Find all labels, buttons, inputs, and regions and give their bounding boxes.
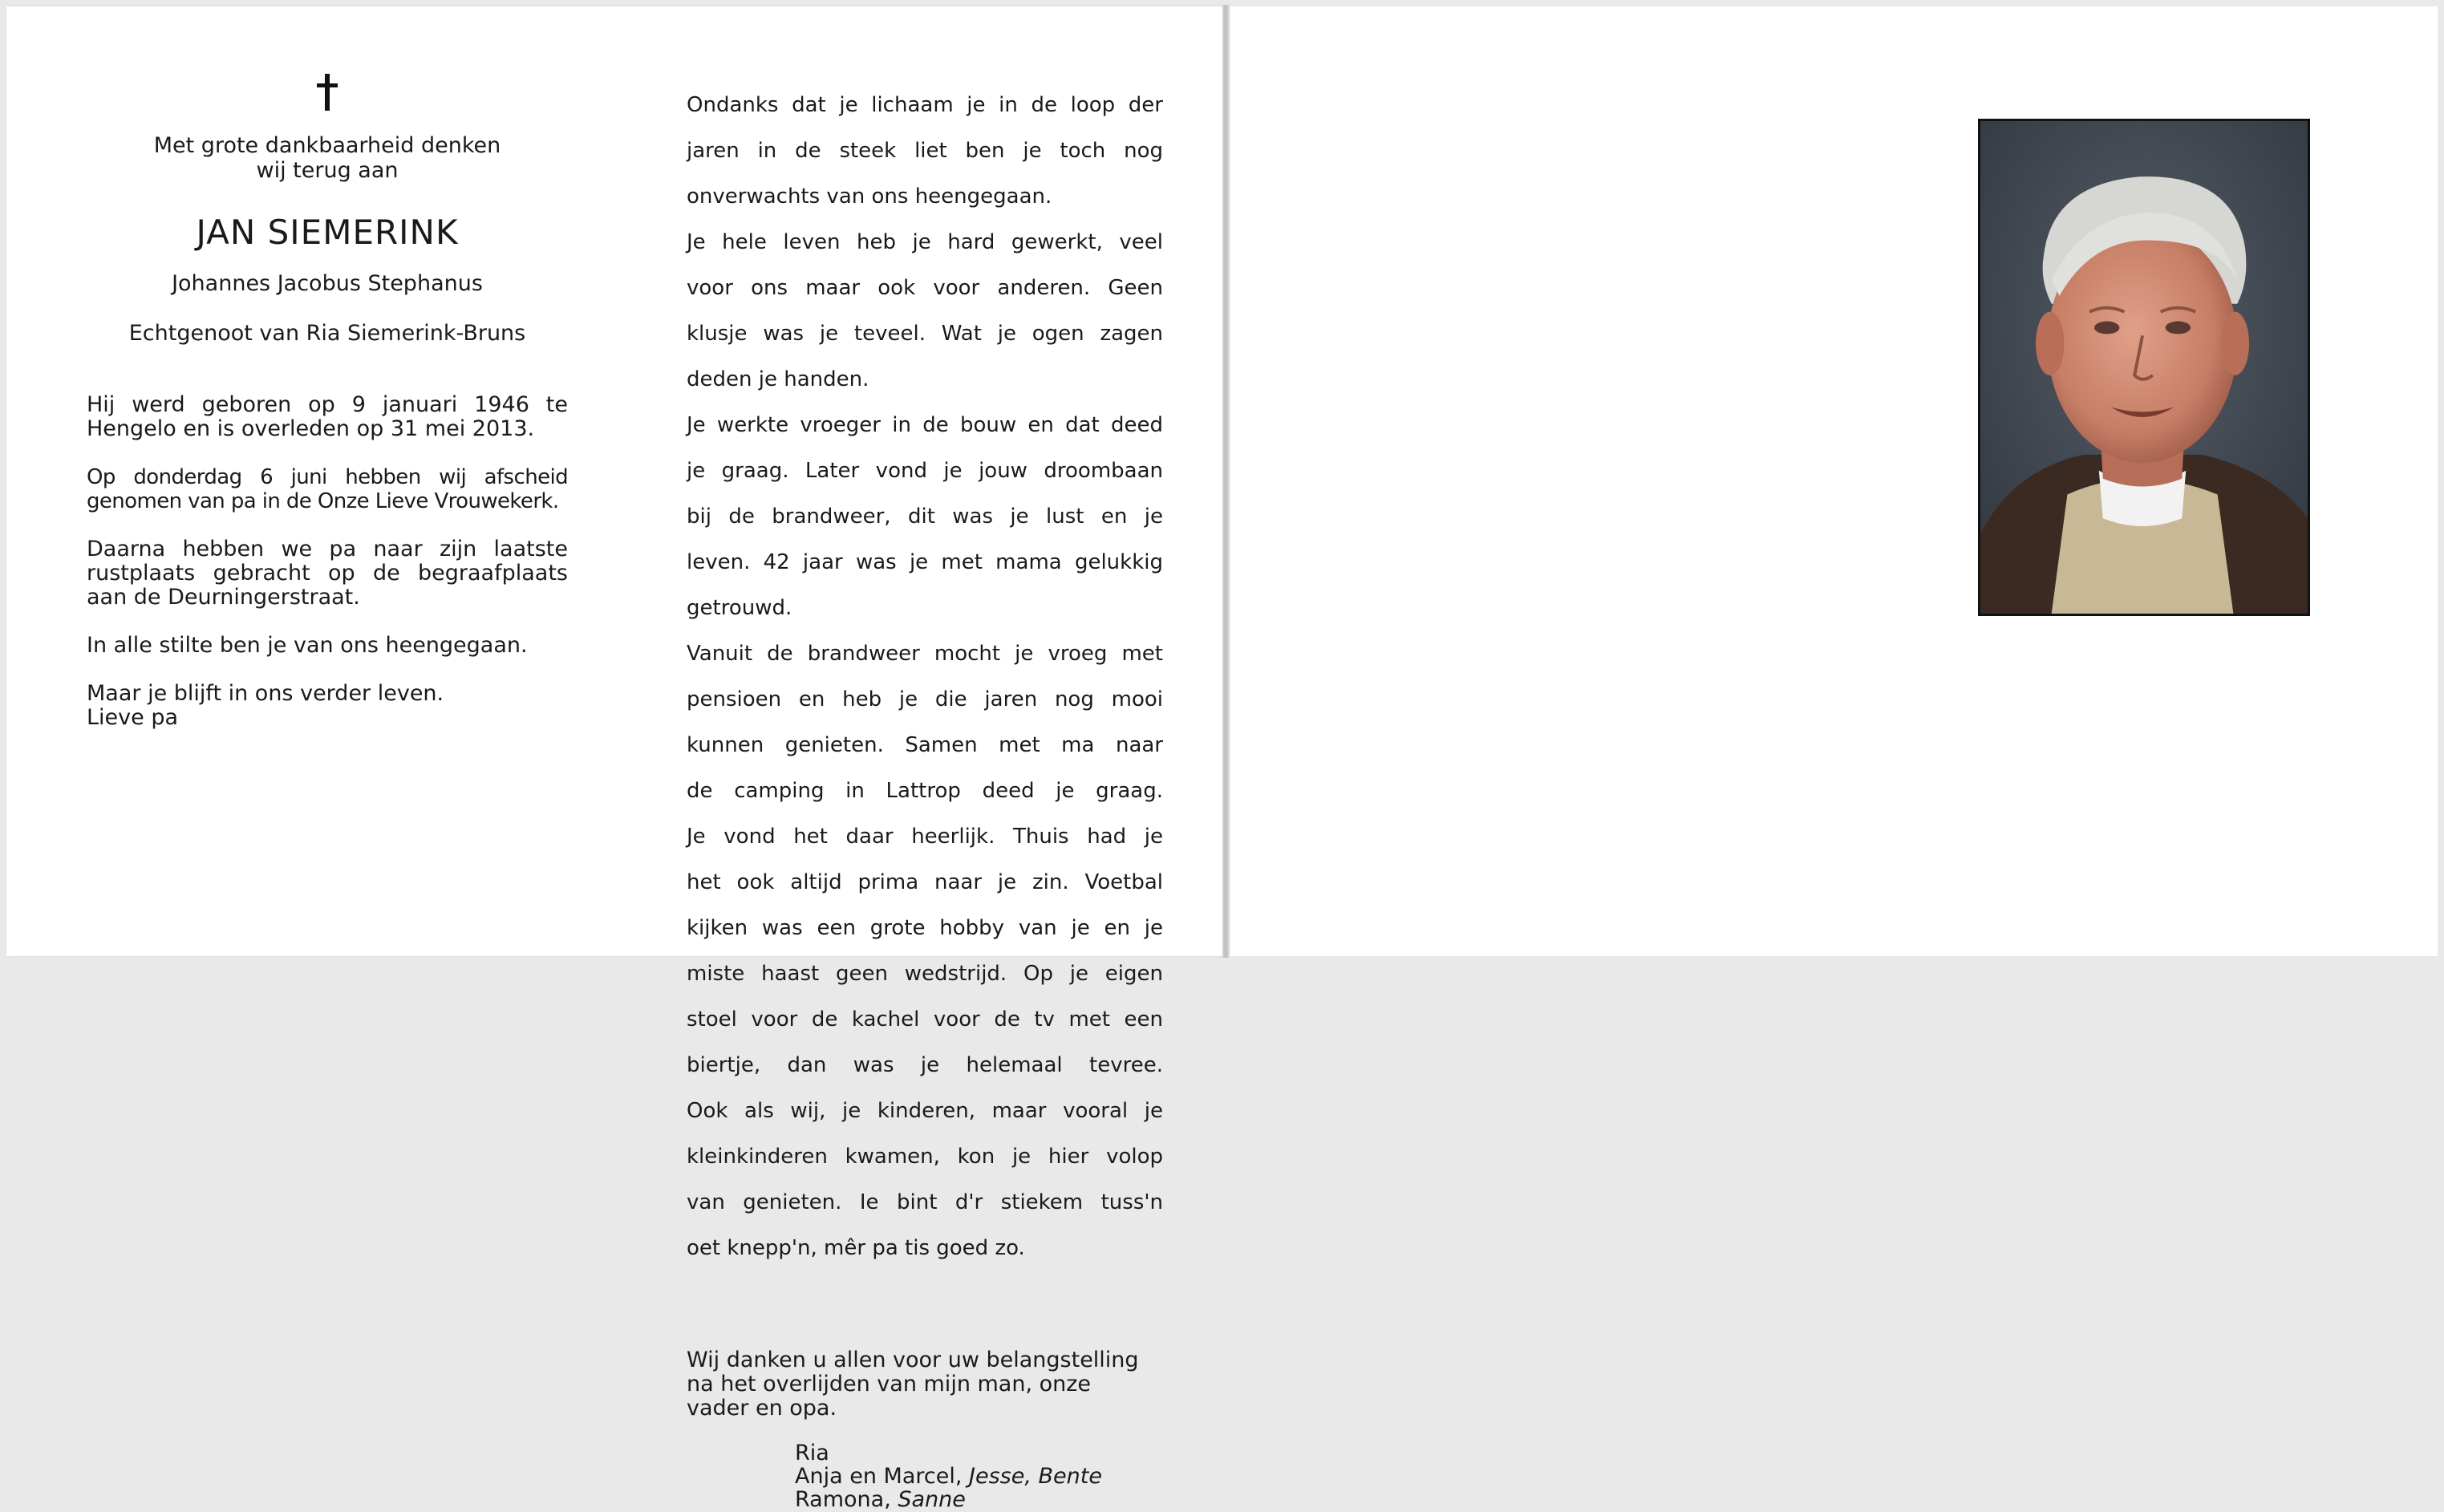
tribute-line: Je vond het daar heerlijk. Thuis had je xyxy=(687,825,1163,849)
tribute-line: Ondanks dat je lichaam je in de loop der xyxy=(687,94,1163,117)
tribute-line: kunnen genieten. Samen met ma naar xyxy=(687,734,1163,757)
intro-line: wij terug aan xyxy=(87,158,568,183)
dear-father-line: Lieve pa xyxy=(87,706,568,730)
tribute-text xyxy=(687,71,1163,1283)
tribute-line: biertje, dan was je helemaal tevree. xyxy=(687,1054,1163,1077)
tribute-line: miste haast geen wedstrijd. Op je eigen xyxy=(687,963,1163,986)
tribute-line: kleinkinderen kwamen, kon je hier volop xyxy=(687,1145,1163,1169)
portrait-illustration xyxy=(1980,121,2308,614)
farewell-paragraph: Op donderdag 6 juni hebben wij afscheid genomen van pa in de Onze Lieve Vrouwekerk. xyxy=(87,465,568,513)
tribute-line: deden je handen. xyxy=(687,368,1163,391)
memory-line: Maar je blijft in ons verder leven. xyxy=(87,682,568,706)
birth-death-paragraph: Hij werd geboren op 9 januari 1946 te Hengelo en is overleden op 31 mei 2013. xyxy=(87,393,568,441)
tribute-line: Ook als wij, je kinderen, maar vooral je xyxy=(687,1100,1163,1123)
tribute-line: Je werkte vroeger in de bouw en dat deed xyxy=(687,414,1163,437)
family-line-children xyxy=(795,1465,1163,1488)
spouse-line: Echtgenoot van Ria Siemerink-Bruns xyxy=(87,321,568,347)
burial-paragraph: Daarna hebben we pa naar zijn laatste rustplaats gebracht op de begraafplaats aan de Deurningerstraat. xyxy=(87,537,568,610)
given-names: Johannes Jacobus Stephanus xyxy=(87,271,568,297)
thanks-line: na het overlijden van mijn man, onze xyxy=(687,1372,1163,1396)
family-signature xyxy=(795,1441,1163,1511)
tribute-line: stoel voor de kachel voor de tv met een xyxy=(687,1008,1163,1032)
tribute-line: de camping in Lattrop deed je graag. xyxy=(687,780,1163,803)
family-names: Anja en Marcel, xyxy=(795,1464,969,1489)
thanks-text xyxy=(687,1348,1163,1421)
tribute-line: jaren in de steek liet ben je toch nog xyxy=(687,140,1163,163)
tribute-line: Vanuit de brandweer mocht je vroeg met xyxy=(687,642,1163,666)
tribute-line: klusje was je teveel. Wat je ogen zagen xyxy=(687,322,1163,346)
tribute-line: je graag. Later vond je jouw droombaan xyxy=(687,460,1163,483)
tribute-line: voor ons maar ook voor anderen. Geen xyxy=(687,277,1163,300)
family-line-widow: Ria xyxy=(795,1441,1163,1465)
silence-paragraph: In alle stilte ben je van ons heengegaan. xyxy=(87,634,568,658)
tribute-line: Je hele leven heb je hard gewerkt, veel xyxy=(687,231,1163,254)
intro-line: Met grote dankbaarheid denken xyxy=(87,133,568,158)
tribute-line: het ook altijd prima naar je zin. Voetbal xyxy=(687,871,1163,894)
memorial-card-inner xyxy=(6,6,1224,956)
family-line-children xyxy=(795,1488,1163,1511)
tribute-line: leven. 42 jaar was je met mama gelukkig xyxy=(687,551,1163,574)
family-names: Ramona, xyxy=(795,1487,898,1512)
card-fold xyxy=(1222,5,1229,958)
grandchildren-names: Jesse, Bente xyxy=(969,1464,1102,1489)
tribute-line: van genieten. Ie bint d'r stiekem tuss'n xyxy=(687,1191,1163,1214)
portrait-photo xyxy=(1978,119,2310,616)
thanks-line: vader en opa. xyxy=(687,1396,1163,1421)
memorial-left-column xyxy=(87,71,568,730)
tribute-line: kijken was een grote hobby van je en je xyxy=(687,917,1163,940)
memorial-middle-column xyxy=(687,71,1163,1511)
tribute-line: pensioen en heb je die jaren nog mooi xyxy=(687,688,1163,711)
tribute-line: getrouwd. xyxy=(687,597,1163,620)
tribute-line: bij de brandweer, dit was je lust en je xyxy=(687,505,1163,529)
deceased-name: JAN SIEMERINK xyxy=(87,212,568,253)
cross-icon xyxy=(311,71,343,116)
tribute-line: onverwachts van ons heengegaan. xyxy=(687,185,1163,209)
intro-text xyxy=(87,133,568,183)
grandchildren-names: Sanne xyxy=(898,1487,966,1512)
tribute-line: oet knepp'n, mêr pa tis goed zo. xyxy=(687,1237,1163,1260)
thanks-line: Wij danken u allen voor uw belangstelling xyxy=(687,1348,1163,1372)
